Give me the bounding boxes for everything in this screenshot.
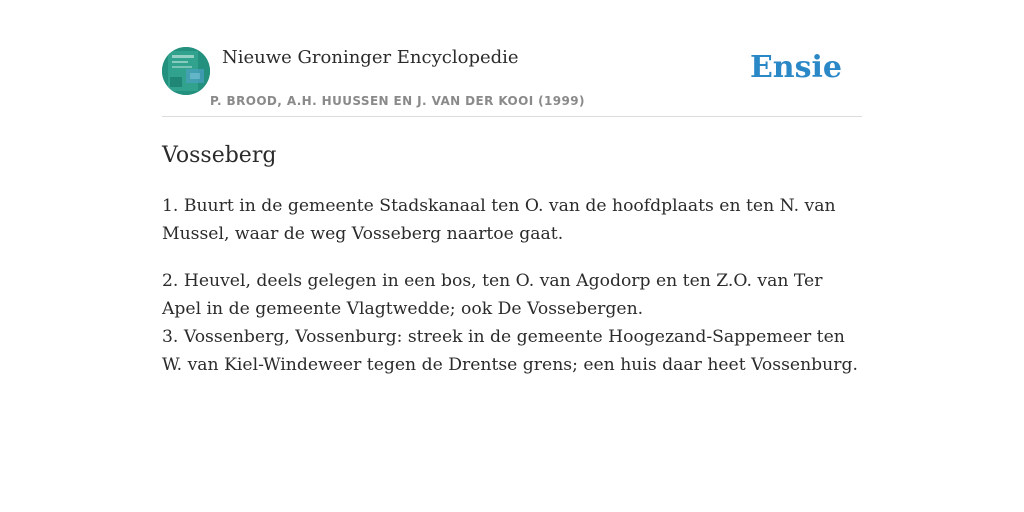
entry-paragraph-3: 3. Vossenberg, Vossenburg: streek in de gemeente Hoogezand-Sappemeer ten W. van Kiel-Windeweer tegen de Drentse grens; een huis daar heet Vossenburg. [162, 327, 858, 375]
entry-title: Vosseberg [162, 143, 277, 168]
entry-paragraph-2: 2. Heuvel, deels gelegen in een bos, ten O. van Agodorp en ten Z.O. van Ter Apel in de gemeente Vlagtwedde; ook De Vossebergen. [162, 271, 823, 319]
ensie-logo[interactable]: Ensie [749, 50, 842, 85]
book-cover-icon[interactable] [162, 47, 210, 95]
entry-header [162, 44, 862, 117]
entry-body [162, 192, 862, 379]
entry-card [162, 44, 862, 379]
entry-paragraph-1: 1. Buurt in de gemeente Stadskanaal ten O. van de hoofdplaats en ten N. van Mussel, waar de weg Vosseberg naartoe gaat. [162, 196, 836, 244]
book-authors: P. BROOD, A.H. HUUSSEN EN J. VAN DER KOOI (1999) [210, 94, 585, 108]
book-title[interactable]: Nieuwe Groninger Encyclopedie [222, 47, 519, 68]
